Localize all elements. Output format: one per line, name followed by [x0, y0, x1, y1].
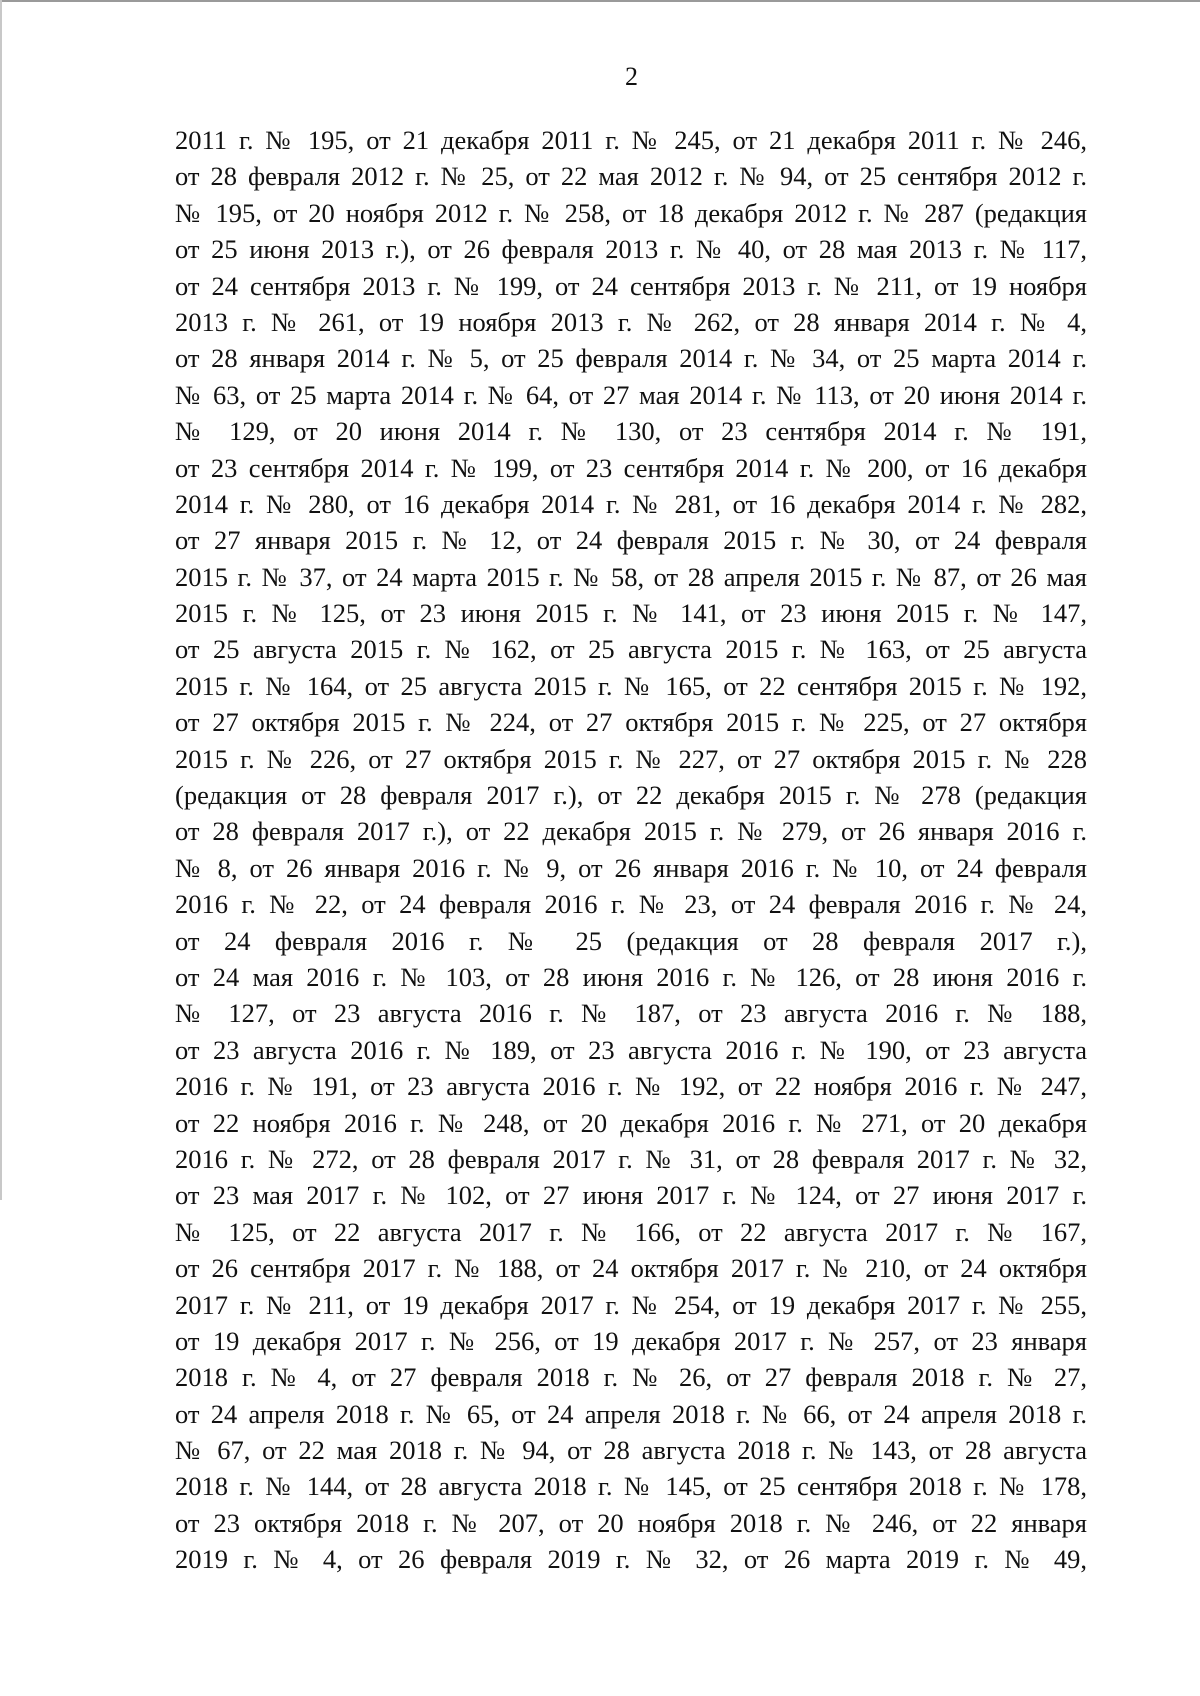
text-line: № 125, от 22 августа 2017 г. № 166, от 22 августа 2017 г. № 167,: [175, 1216, 1087, 1247]
text-line: № 67, от 22 мая 2018 г. № 94, от 28 августа 2018 г. № 143, от 28 августа: [175, 1435, 1087, 1466]
text-line: от 25 августа 2015 г. № 162, от 25 августа 2015 г. № 163, от 25 августа: [175, 634, 1087, 665]
text-line: от 23 сентября 2014 г. № 199, от 23 сентября 2014 г. № 200, от 16 декабря: [175, 452, 1087, 483]
text-line: от 24 февраля 2016 г. № 25 (редакция от 28 февраля 2017 г.),: [175, 925, 1087, 956]
text-line: 2016 г. № 272, от 28 февраля 2017 г. № 31, от 28 февраля 2017 г. № 32,: [175, 1143, 1087, 1174]
text-line: от 27 января 2015 г. № 12, от 24 февраля 2015 г. № 30, от 24 февраля: [175, 525, 1087, 556]
text-line: от 27 октября 2015 г. № 224, от 27 октября 2015 г. № 225, от 27 октября: [175, 707, 1087, 738]
text-line: 2015 г. № 226, от 27 октября 2015 г. № 227, от 27 октября 2015 г. № 228: [175, 743, 1087, 774]
text-line: № 195, от 20 ноября 2012 г. № 258, от 18 декабря 2012 г. № 287 (редакция: [175, 197, 1087, 228]
text-line: № 129, от 20 июня 2014 г. № 130, от 23 сентября 2014 г. № 191,: [175, 416, 1087, 447]
text-line: от 24 апреля 2018 г. № 65, от 24 апреля 2018 г. № 66, от 24 апреля 2018 г.: [175, 1398, 1087, 1429]
text-line: 2015 г. № 164, от 25 августа 2015 г. № 165, от 22 сентября 2015 г. № 192,: [175, 670, 1087, 701]
text-line: от 25 июня 2013 г.), от 26 февраля 2013 г. № 40, от 28 мая 2013 г. № 117,: [175, 234, 1087, 265]
text-line: от 28 февраля 2012 г. № 25, от 22 мая 2012 г. № 94, от 25 сентября 2012 г.: [175, 161, 1087, 192]
text-line: от 19 декабря 2017 г. № 256, от 19 декабря 2017 г. № 257, от 23 января: [175, 1325, 1087, 1356]
text-line: 2016 г. № 191, от 23 августа 2016 г. № 192, от 22 ноября 2016 г. № 247,: [175, 1071, 1087, 1102]
scan-edge-top: [0, 0, 1200, 2]
text-line: 2013 г. № 261, от 19 ноября 2013 г. № 262, от 28 января 2014 г. № 4,: [175, 306, 1087, 337]
text-line: от 23 октября 2018 г. № 207, от 20 ноября 2018 г. № 246, от 22 января: [175, 1507, 1087, 1538]
text-line: от 23 августа 2016 г. № 189, от 23 августа 2016 г. № 190, от 23 августа: [175, 1034, 1087, 1065]
text-line: 2018 г. № 4, от 27 февраля 2018 г. № 26, от 27 февраля 2018 г. № 27,: [175, 1362, 1087, 1393]
text-line: от 22 ноября 2016 г. № 248, от 20 декабря 2016 г. № 271, от 20 декабря: [175, 1107, 1087, 1138]
text-line: 2016 г. № 22, от 24 февраля 2016 г. № 23, от 24 февраля 2016 г. № 24,: [175, 889, 1087, 920]
text-line: от 24 сентября 2013 г. № 199, от 24 сентября 2013 г. № 211, от 19 ноября: [175, 270, 1087, 301]
scan-edge-left: [0, 0, 2, 1200]
text-line: 2014 г. № 280, от 16 декабря 2014 г. № 281, от 16 декабря 2014 г. № 282,: [175, 488, 1087, 519]
text-line: 2015 г. № 37, от 24 марта 2015 г. № 58, от 28 апреля 2015 г. № 87, от 26 мая: [175, 561, 1087, 592]
text-line: от 26 сентября 2017 г. № 188, от 24 октября 2017 г. № 210, от 24 октября: [175, 1253, 1087, 1284]
text-line: 2018 г. № 144, от 28 августа 2018 г. № 145, от 25 сентября 2018 г. № 178,: [175, 1471, 1087, 1502]
text-line: (редакция от 28 февраля 2017 г.), от 22 декабря 2015 г. № 278 (редакция: [175, 780, 1087, 811]
text-line: от 24 мая 2016 г. № 103, от 28 июня 2016 г. № 126, от 28 июня 2016 г.: [175, 961, 1087, 992]
text-line: № 127, от 23 августа 2016 г. № 187, от 23 августа 2016 г. № 188,: [175, 998, 1087, 1029]
text-line: от 28 января 2014 г. № 5, от 25 февраля 2014 г. № 34, от 25 марта 2014 г.: [175, 343, 1087, 374]
text-line: 2011 г. № 195, от 21 декабря 2011 г. № 245, от 21 декабря 2011 г. № 246,: [175, 125, 1087, 155]
page-number: 2: [625, 62, 638, 91]
text-line: 2019 г. № 4, от 26 февраля 2019 г. № 32, от 26 марта 2019 г. № 49,: [175, 1544, 1087, 1575]
text-line: от 23 мая 2017 г. № 102, от 27 июня 2017 г. № 124, от 27 июня 2017 г.: [175, 1180, 1087, 1211]
text-line: от 28 февраля 2017 г.), от 22 декабря 2015 г. № 279, от 26 января 2016 г.: [175, 816, 1087, 847]
text-line: № 8, от 26 января 2016 г. № 9, от 26 января 2016 г. № 10, от 24 февраля: [175, 852, 1087, 883]
text-line: 2017 г. № 211, от 19 декабря 2017 г. № 254, от 19 декабря 2017 г. № 255,: [175, 1289, 1087, 1320]
body-text: [175, 122, 1087, 1578]
text-line: № 63, от 25 марта 2014 г. № 64, от 27 мая 2014 г. № 113, от 20 июня 2014 г.: [175, 379, 1087, 410]
text-line: 2015 г. № 125, от 23 июня 2015 г. № 141, от 23 июня 2015 г. № 147,: [175, 598, 1087, 629]
